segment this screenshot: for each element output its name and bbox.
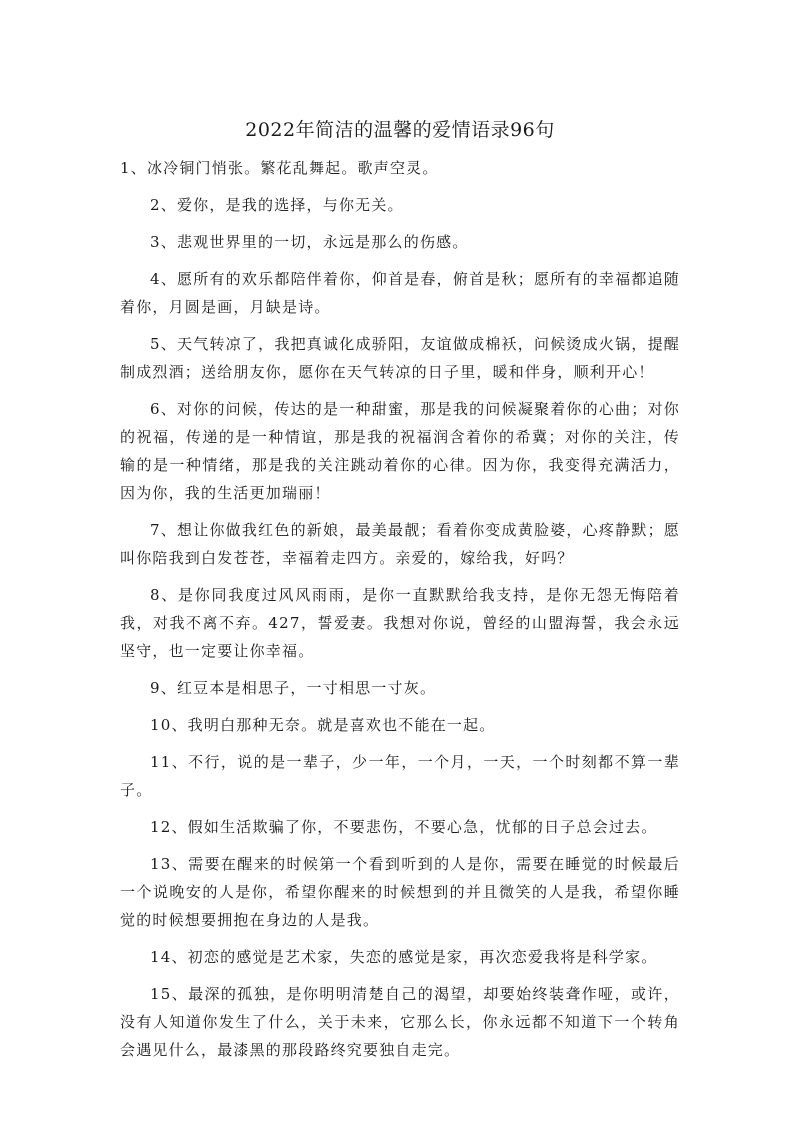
- paragraph-9: 9、红豆本是相思子，一寸相思一寸灰。: [150, 679, 437, 697]
- paragraph-2: 2、爱你，是我的选择，与你无关。: [150, 196, 404, 214]
- paragraph-15: 15、最深的孤独，是你明明清楚自己的渴望，却要始终装聋作哑，或许，没有人知道你发生了什么，关于未来，它那么长，你永远都不知道下一个转角会遇见什么，最漆黑的那段路终究要独自走完。: [120, 985, 680, 1059]
- paragraph-1: 1、冰冷铜门悄张。繁花乱舞起。歌声空灵。: [120, 159, 439, 177]
- paragraph-11: 11、不行，说的是一辈子，少一年，一个月，一天，一个时刻都不算一辈子。: [120, 753, 680, 799]
- paragraph-6: 6、对你的问候，传达的是一种甜蜜，那是我的问候凝聚着你的心曲；对你的祝福，传递的是一种情谊，那是我的祝福润含着你的希冀；对你的关注，传输的是一种情绪，那是我的关注跳动着你的心律。因为你，我变得充满活力，因为你，我的生活更加瑞丽！: [120, 400, 680, 502]
- paragraph-5: 5、天气转凉了，我把真诚化成骄阳，友谊做成棉袄，问候烫成火锅，提醒制成烈酒；送给朋友你，愿你在天气转凉的日子里，暖和伴身，顺利开心！: [120, 335, 680, 381]
- document-title: 2022年简洁的温馨的爱情语录96句: [245, 119, 555, 141]
- paragraph-7: 7、想让你做我红色的新娘，最美最靓；看着你变成黄脸婆，心疼静默；愿叫你陪我到白发苍苍，幸福着走四方。亲爱的，嫁给我，好吗？: [120, 521, 680, 567]
- paragraph-4: 4、愿所有的欢乐都陪伴着你，仰首是春，俯首是秋；愿所有的幸福都追随着你，月圆是画，月缺是诗。: [120, 270, 680, 316]
- paragraph-14: 14、初恋的感觉是艺术家，失恋的感觉是家，再次恋爱我将是科学家。: [150, 948, 658, 966]
- paragraph-10: 10、我明白那种无奈。就是喜欢也不能在一起。: [150, 716, 496, 734]
- paragraph-12: 12、假如生活欺骗了你，不要悲伤，不要心急，忧郁的日子总会过去。: [150, 818, 658, 836]
- paragraph-13: 13、需要在醒来的时候第一个看到听到的人是你，需要在睡觉的时候最后一个说晚安的人是你，希望你醒来的时候想到的并且微笑的人是我，希望你睡觉的时候想要拥抱在身边的人是我。: [120, 855, 680, 929]
- paragraph-3: 3、悲观世界里的一切，永远是那么的伤感。: [150, 233, 469, 251]
- paragraph-8: 8、是你同我度过风风雨雨，是你一直默默给我支持，是你无怨无悔陪着我，对我不离不弃。427，誓爱妻。我想对你说，曾经的山盟海誓，我会永远坚守，也一定要让你幸福。: [120, 586, 680, 660]
- document-page: [120, 116, 680, 1073]
